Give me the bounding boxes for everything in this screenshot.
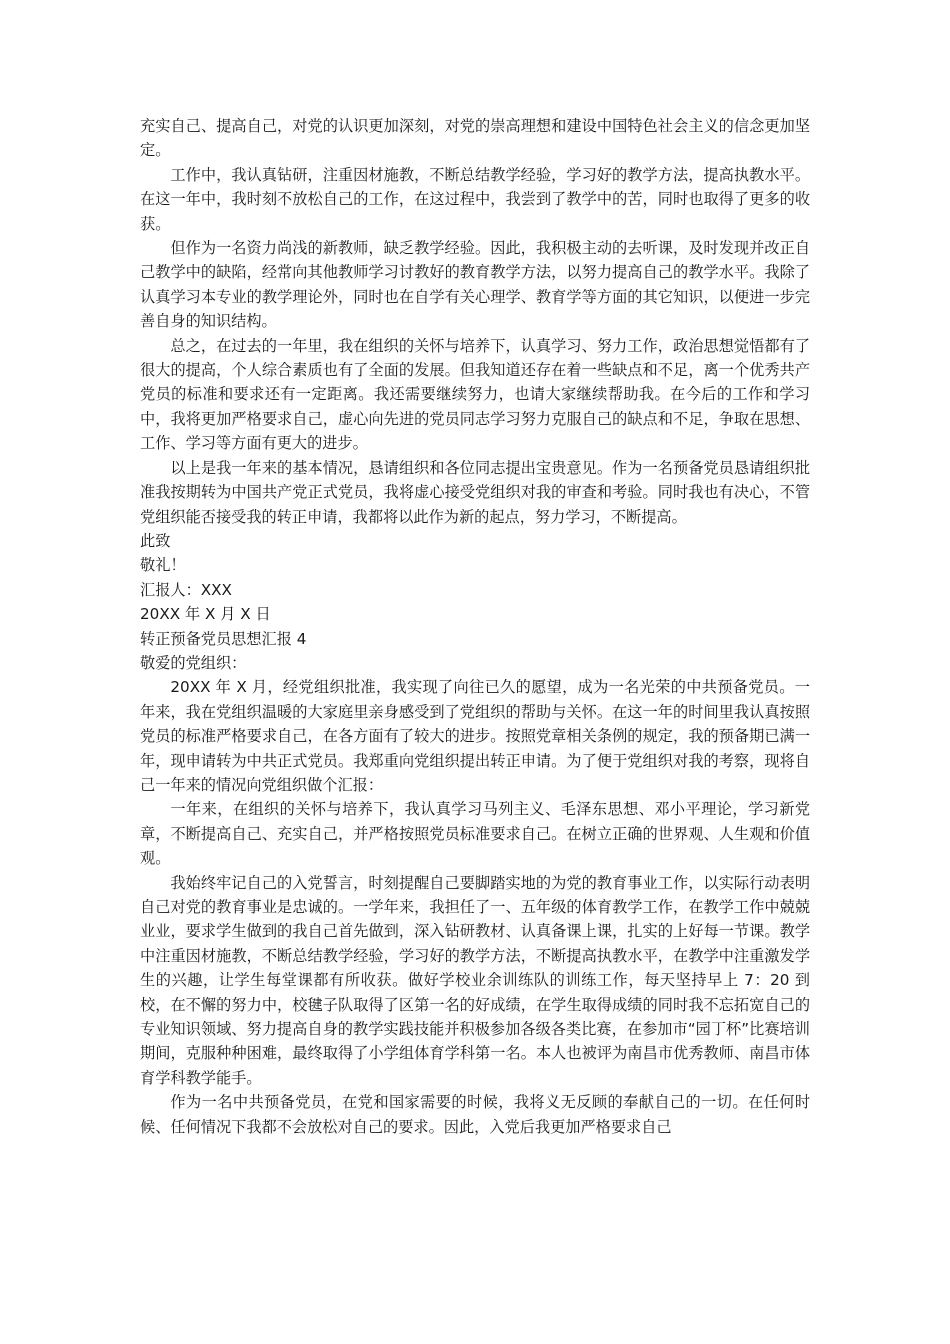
date-line: 20XX 年 X 月 X 日 <box>140 605 271 624</box>
paragraph-continuation: 充实自己、提高自己，对党的认识更加深刻，对党的崇高理想和建设中国特色社会主义的信念更加坚定。 <box>140 117 810 160</box>
paragraph-request: 以上是我一年来的基本情况，恳请组织和各位同志提出宝贵意见。作为一名预备党员恳请组织批准我按期转为中国共产党正式党员，我将虚心接受党组织对我的审查和考验。同时我也有决心，不管党组织能否接受我的转正申请，我都将以此作为新的起点，努力学习，不断提高。 <box>140 458 810 526</box>
paragraph-approval: 20XX 年 X 月，经党组织批准，我实现了向往已久的愿望，成为一名光荣的中共预备党员。一年来，我在党组织温暖的大家庭里亲身感受到了党组织的帮助与关怀。在这一年的时间里我认真按照党员的标准严格要求自己，在各方面有了较大的进步。按照党章相关条例的规定，我的预备期已满一年，现申请转为中共正式党员。我郑重向党组织提出转正申请。为了便于党组织对我的考察，现将自己一年来的情况向党组织做个汇报： <box>140 678 810 794</box>
paragraph-work: 工作中，我认真钻研，注重因材施教，不断总结教学经验，学习好的教学方法，提高执教水平。在这一年中，我时刻不放松自己的工作，在这过程中，我尝到了教学中的苦，同时也取得了更多的收获。 <box>140 165 810 233</box>
paragraph-oath: 我始终牢记自己的入党誓言，时刻提醒自己要脚踏实地的为党的教育事业工作，以实际行动表明自己对党的教育事业是忠诚的。一学年来，我担任了一、五年级的体育教学工作，在教学工作中兢兢业业，要求学生做到的我自己首先做到，深入钻研教材、认真备课上课，扎实的上好每一节课。教学中注重因材施教，不断总结教学经验，学习好的教学方法，不断提高执教水平，在教学中注重激发学生的兴趣，让学生每堂课都有所收获。做好学校业余训练队的训练工作，每天坚持早上 7：20 到校，在不懈的努力中，校毽子队取得了区第一名的好成绩，在学生取得成绩的同时我不忘拓宽自己的专业知识领域、努力提高自身的教学实践技能并积极参加各级各类比赛，在参加市“园丁杯”比赛培训期间，克服种种困难，最终取得了小学组体育学科第一名。本人也被评为南昌市优秀教师、南昌市体育学科教学能手。 <box>140 873 810 1087</box>
paragraph-dedication: 作为一名中共预备党员，在党和国家需要的时候，我将义无反顾的奉献自己的一切。在任何时候、任何情况下我都不会放松对自己的要求。因此，入党后我更加严格要求自己 <box>140 1093 810 1136</box>
closing-line-1: 此致 <box>140 531 171 550</box>
paragraph-new-teacher: 但作为一名资力尚浅的新教师，缺乏教学经验。因此，我积极主动的去听课，及时发现并改正自己教学中的缺陷，经常向其他教师学习讨教好的教育教学方法，以努力提高自己的教学水平。我除了认真学习本专业的教学理论外，同时也在自学有关心理学、教育学等方面的其它知识，以便进一步完善自身的知识结构。 <box>140 239 810 331</box>
closing-line-2: 敬礼！ <box>140 556 186 575</box>
section-title: 转正预备党员思想汇报 4 <box>140 629 307 648</box>
paragraph-study: 一年来，在组织的关怀与培养下，我认真学习马列主义、毛泽东思想、邓小平理论，学习新党章，不断提高自己、充实自己，并严格按照党员标准要求自己。在树立正确的世界观、人生观和价值观。 <box>140 800 810 868</box>
reporter-line: 汇报人：XXX <box>140 580 232 599</box>
paragraph-summary: 总之，在过去的一年里，我在组织的关怀与培养下，认真学习、努力工作，政治思想觉悟都有了很大的提高，个人综合素质也有了全面的发展。但我知道还存在着一些缺点和不足，离一个优秀共产党员的标准和要求还有一定距离。我还需要继续努力，也请大家继续帮助我。在今后的工作和学习中，我将更加严格要求自己，虚心向先进的党员同志学习努力克服自己的缺点和不足，争取在思想、工作、学习等方面有更大的进步。 <box>140 336 810 453</box>
document-body <box>140 114 810 1139</box>
salutation: 敬爱的党组织： <box>140 653 247 672</box>
